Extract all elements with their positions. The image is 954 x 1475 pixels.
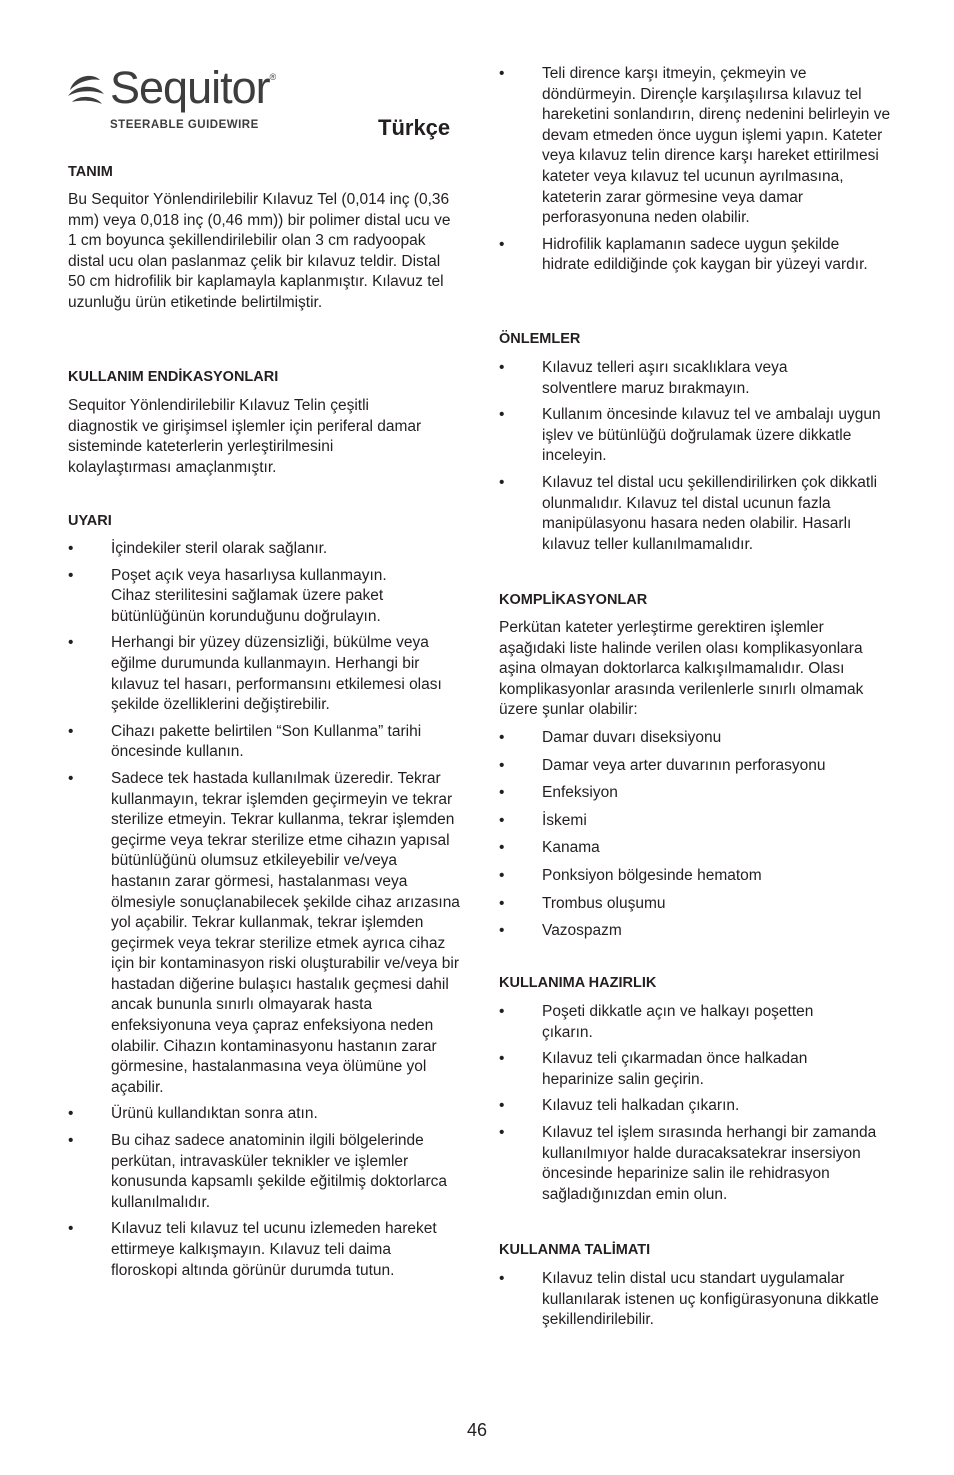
heading-onlemler: ÖNLEMLER xyxy=(499,331,581,347)
logo-tagline: STEERABLE GUIDEWIRE xyxy=(110,119,259,131)
endikasyon-text: Sequitor Yönlendirilebilir Kılavuz Telin çeşitli diagnostik ve girişimsel işlemler için periferal damar sisteminde kateterlerin yerleştirilmesini kolaylaştırması amaçlanmıştır. xyxy=(68,397,422,476)
heading-talimat: KULLANMA TALİMATI xyxy=(499,1242,651,1258)
list-item: • Kılavuz teli çıkarmadan önce halkadan heparinize salin geçirin. xyxy=(499,1050,808,1088)
list-item: • Kılavuz tel işlem sırasında herhangi bir zamanda kullanılmıyor halde duracaksatekrar insersiyon öncesinde heparinize salin ile rehidrasyon sağladığınızdan emin olun. xyxy=(499,1123,877,1203)
list-item: • Kılavuz teli halkadan çıkarın. xyxy=(499,1097,740,1115)
komplikasyon-text: Perkütan kateter yerleştirme gerektiren işlemler aşağıdaki liste halinde verilen olası komplikasyonlara aşina olmayan doktorlarca kalkışılmamalıdır. Olası komplikasyonlar arasında verilenlerle sınırlı olmamak üzere şunlar olabilir: xyxy=(499,619,864,719)
list-item: • Damar duvarı diseksiyonu xyxy=(499,729,722,746)
logo-swoosh-icon xyxy=(66,70,106,110)
hazirlik-list xyxy=(499,1002,891,1211)
list-item: • Poşet açık veya hasarlıysa kullanmayın. Cihaz sterilitesini sağlamak üzere paket bütünlüğünün korunduğunu doğrulayın. xyxy=(68,566,387,625)
onlemler-list xyxy=(499,358,891,561)
list-item: • Hidrofilik kaplamanın sadece uygun şekilde hidrate edildiğinde çok kaygan bir yüzeyi vardır. xyxy=(499,235,868,274)
heading-uyari: UYARI xyxy=(68,513,112,529)
list-item: • Kılavuz telin distal ucu standart uygulamalar kullanılarak istenen uç konfigürasyonuna dikkatle şekillendirilebilir. xyxy=(499,1270,879,1329)
list-item: • İskemi xyxy=(499,811,587,829)
list-item: • Kılavuz teli kılavuz tel ucunu izlemeden hareket ettirmeye kalkışmayın. Kılavuz teli daima floroskopi altında görünür durumda tutun. xyxy=(68,1220,437,1279)
tanim-text: Bu Sequitor Yönlendirilebilir Kılavuz Tel (0,014 inç (0,36 mm) veya 0,018 inç (0,46 mm)) bir polimer distal ucu ve 1 cm boyunca şekillendirilebilir olan 3 cm radyoopak distal ucu olan paslanmaz çelik bir kılavuz teldir. Distal 50 cm hidrofilik bir kaplamayla kaplanmıştır. Kılavuz tel uzunluğu ürün etiketinde belirtilmiştir. xyxy=(68,191,451,311)
uyari-list xyxy=(68,539,460,1287)
komplikasyon-list xyxy=(499,728,891,949)
list-item: • Ürünü kullandıktan sonra atın. xyxy=(68,1105,318,1123)
heading-tanim: TANIM xyxy=(68,164,113,180)
list-item: • Bu cihaz sadece anatominin ilgili bölgelerinde perkütan, intravasküler teknikler ve işlemler konusunda kapsamlı şekilde eğitilmiş doktorlarca kullanılmalıdır. xyxy=(68,1132,447,1211)
heading-komplikasyon: KOMPLİKASYONLAR xyxy=(499,592,648,608)
list-item: • Cihazı pakette belirtilen “Son Kullanma” tarihi öncesinde kullanın. xyxy=(68,722,422,761)
talimat-list xyxy=(499,1269,891,1337)
list-item: • Ponksiyon bölgesinde hematom xyxy=(499,866,762,884)
sequitor-logo xyxy=(66,62,276,136)
heading-endikasyon: KULLANIM ENDİKASYONLARI xyxy=(68,369,279,385)
list-item: • Kılavuz telleri aşırı sıcaklıklara veya solventlere maruz bırakmayın. xyxy=(499,359,788,397)
list-item: • Vazospazm xyxy=(499,922,622,940)
logo-brand: Sequitor® xyxy=(110,62,276,113)
language-title: Türkçe xyxy=(378,115,451,140)
list-item: • Sadece tek hastada kullanılmak üzeredir. Tekrar kullanmayın, tekrar işlemden geçirmeyin ve tekrar sterilize etmeyin. Tekrar kullanma, tekrar işlemden geçirme veya tekrar sterilize etme cihazın yapısal bütünlüğünü olumsuz etkileyebilir ve/veya hastanın zarar görmesi, hastalanması veya ölmesiyle sonuçlanabilecek şekilde cihaz arızasına yol açabilir. Tekrar kullanmak, tekrar işlemden geçirmek veya tekrar sterilize etmek ayrıca cihaz için bir kontaminasyon riski oluşturabilir ve/veya bir hastadan diğerine bulaşıcı hastalık geçmesi dahil ancak bununla sınırlı olmayarak hasta enfeksiyonuna veya çapraz enfeksiyona neden olabilir. Cihazın kontaminasyonu hastanın zarar görmesine, hastalanmasına veya ölümüne yol açabilir. xyxy=(68,769,460,1096)
list-item: • Herhangi bir yüzey düzensizliği, bükülme veya eğilme durumunda kullanmayın. Herhangi bir kılavuz tel hasarı, performansını etkilemesi olası şekilde özelliklerini değiştirebilir. xyxy=(68,634,442,714)
list-item: • Kılavuz tel distal ucu şekillendirilirken çok dikkatli olunmalıdır. Kılavuz tel distal ucunun fazla manipülasyonu hasara neden olabilir. Hasarlı kılavuz teller kullanılmamalıdır. xyxy=(499,473,878,553)
list-item: • Damar veya arter duvarının perforasyonu xyxy=(499,756,826,774)
heading-hazirlik: KULLANIMA HAZIRLIK xyxy=(499,975,657,991)
page-number: 46 xyxy=(466,1420,488,1440)
list-item: • Kullanım öncesinde kılavuz tel ve ambalajı uygun işlev ve bütünlüğü doğrulamak üzere dikkatle inceleyin. xyxy=(499,406,881,465)
list-item: • Poşeti dikkatle açın ve halkayı poşetten çıkarın. xyxy=(499,1003,814,1041)
list-item: • Kanama xyxy=(499,839,600,857)
list-item: • Enfeksiyon xyxy=(499,784,618,802)
list-item: • Teli dirence karşı itmeyin, çekmeyin ve döndürmeyin. Dirençle karşılaşılırsa kılavuz tel hareketini sonlandırın, direnç nedenini belirleyin ve devam etmeden önce uygun işlemi yapın. Kateter veya kılavuz telin dirence karşı hareket ettirilmesi kateter veya kılavuz tel ucunun ayrılmasına, kateterin zarar görmesine veya damar perforasyonuna neden olabilir. xyxy=(499,65,891,227)
uyari-continued-list xyxy=(499,64,895,282)
list-item: • Trombus oluşumu xyxy=(499,894,666,912)
list-item: • İçindekiler steril olarak sağlanır. xyxy=(68,540,328,557)
